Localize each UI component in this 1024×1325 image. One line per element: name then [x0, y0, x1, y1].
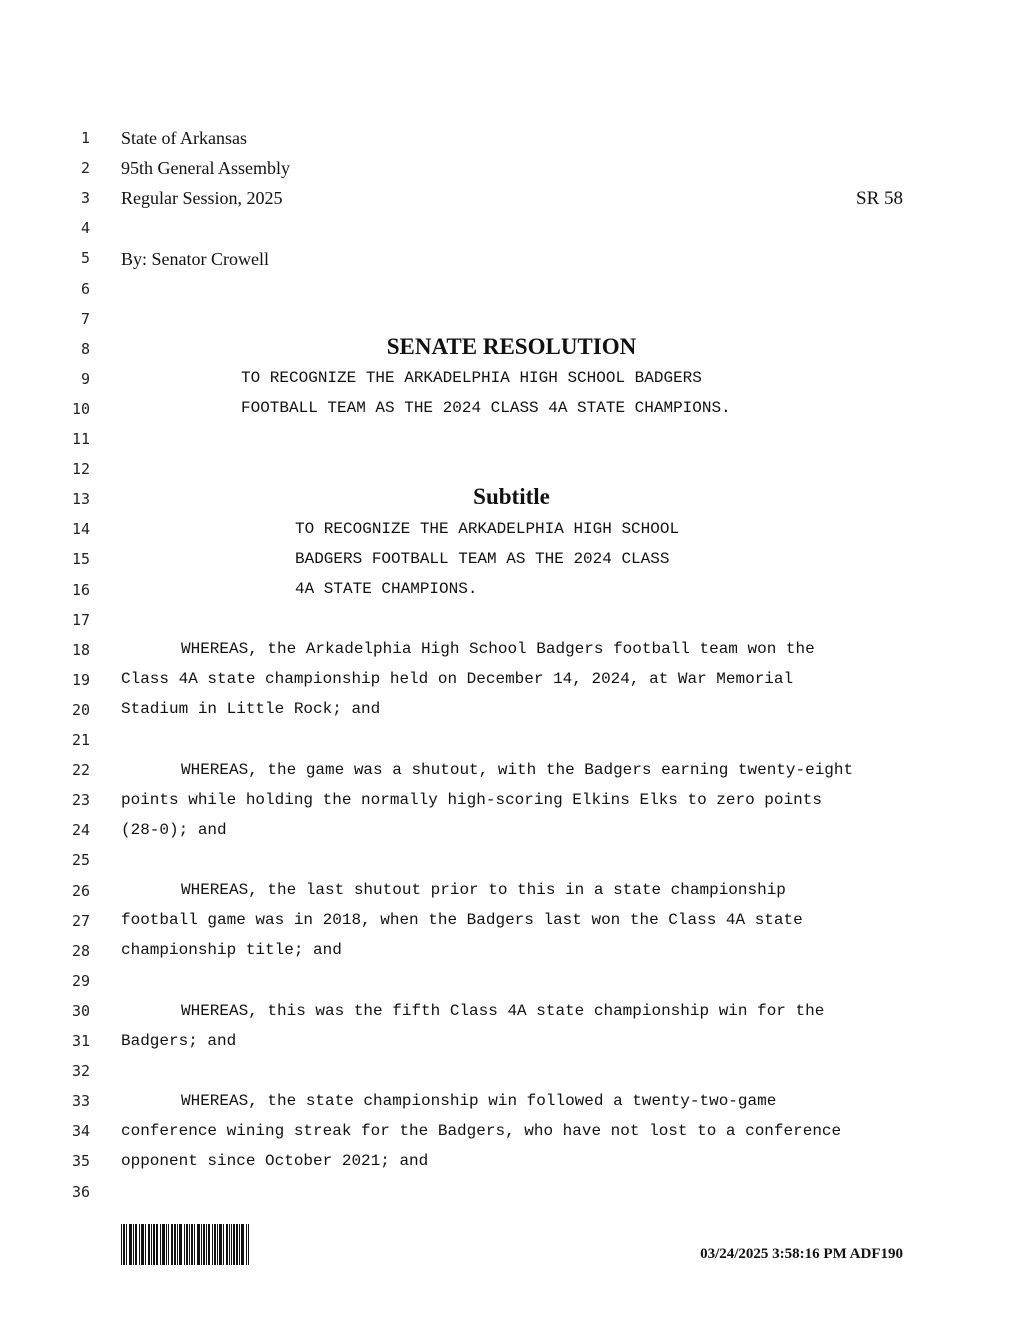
line-13	[0, 484, 1024, 514]
line-number-row	[0, 213, 1024, 243]
line-5	[0, 244, 1024, 274]
line-number: 8	[80, 339, 90, 358]
line-number: 5	[80, 249, 90, 268]
line-number: 24	[71, 821, 90, 840]
line-number: 28	[71, 941, 90, 960]
line-9	[0, 364, 1024, 394]
line-number: 32	[71, 1062, 90, 1081]
para-5-line-3: opponent since October 2021; and	[121, 1152, 429, 1170]
line-number: 22	[71, 761, 90, 780]
line-number: 2	[80, 159, 90, 178]
subtitle-line-3: 4A STATE CHAMPIONS.	[295, 580, 478, 598]
line-number: 7	[80, 309, 90, 328]
resolution-heading: SENATE RESOLUTION	[386, 334, 637, 359]
line-10	[0, 394, 1024, 424]
line-number-row	[0, 725, 1024, 755]
barcode-image	[121, 1224, 249, 1265]
subtitle-line-2: BADGERS FOOTBALL TEAM AS THE 2024 CLASS	[295, 550, 670, 568]
line-24	[0, 816, 1024, 846]
assembly-name: 95th General Assembly	[121, 158, 290, 178]
line-number: 10	[71, 399, 90, 418]
para-1-line-2: Class 4A state championship held on December 14, 2024, at War Memorial	[121, 670, 794, 688]
line-number: 3	[80, 189, 90, 208]
subtitle-heading: Subtitle	[473, 484, 550, 509]
line-number: 1	[80, 129, 90, 147]
line-16	[0, 575, 1024, 605]
line-number-row	[0, 424, 1024, 454]
line-number: 11	[71, 430, 90, 448]
resolution-title-line-2: FOOTBALL TEAM AS THE 2024 CLASS 4A STATE CHAMPIONS.	[241, 399, 731, 417]
line-number: 19	[71, 670, 90, 689]
line-8	[0, 334, 1024, 364]
state-name: State of Arkansas	[121, 128, 247, 148]
line-31	[0, 1027, 1024, 1057]
line-3	[0, 183, 1024, 213]
para-5-line-2: conference wining streak for the Badgers, who have not lost to a conference	[121, 1122, 842, 1140]
line-number: 20	[71, 700, 90, 719]
line-number: 9	[80, 369, 90, 388]
para-5-line-1: WHEREAS, the state championship win followed a twenty-two-game	[181, 1092, 777, 1110]
line-35	[0, 1147, 1024, 1177]
line-19	[0, 665, 1024, 695]
line-number: 16	[71, 580, 90, 599]
para-3-line-2: football game was in 2018, when the Badgers last won the Class 4A state	[121, 911, 803, 929]
session-name: Regular Session, 2025	[121, 188, 283, 208]
sponsor: By: Senator Crowell	[121, 249, 269, 269]
para-2-line-1: WHEREAS, the game was a shutout, with the Badgers earning twenty-eight	[181, 761, 854, 779]
para-2-line-2: points while holding the normally high-scoring Elkins Elks to zero points	[121, 791, 822, 809]
line-number: 15	[71, 550, 90, 569]
line-number: 23	[71, 791, 90, 810]
para-2-line-3: (28-0); and	[121, 821, 227, 839]
line-number: 31	[71, 1032, 90, 1050]
line-number: 6	[80, 279, 90, 298]
para-3-line-3: championship title; and	[121, 941, 342, 959]
line-15	[0, 545, 1024, 575]
line-number: 30	[71, 1001, 90, 1020]
line-number-row	[0, 1056, 1024, 1086]
line-number: 13	[71, 490, 90, 509]
line-number: 36	[71, 1182, 90, 1201]
line-26	[0, 876, 1024, 906]
line-22	[0, 756, 1024, 786]
para-4-line-2: Badgers; and	[121, 1032, 237, 1050]
bill-number: SR 58	[856, 188, 903, 209]
line-14	[0, 515, 1024, 545]
line-number-row	[0, 454, 1024, 484]
line-number: 26	[71, 881, 90, 900]
line-number: 25	[71, 851, 90, 870]
line-number: 34	[71, 1122, 90, 1141]
document-timestamp: 03/24/2025 3:58:16 PM ADF190	[700, 1246, 903, 1262]
para-4-line-1: WHEREAS, this was the fifth Class 4A state championship win for the	[181, 1002, 825, 1020]
line-number: 29	[71, 971, 90, 990]
line-27	[0, 906, 1024, 936]
line-number: 35	[71, 1152, 90, 1171]
line-number-row	[0, 845, 1024, 875]
line-34	[0, 1117, 1024, 1147]
line-number: 4	[80, 219, 90, 238]
line-number: 17	[71, 610, 90, 629]
line-30	[0, 997, 1024, 1027]
line-number-row	[0, 1177, 1024, 1207]
line-number-row	[0, 304, 1024, 334]
line-number: 14	[71, 520, 90, 539]
line-number-row	[0, 274, 1024, 304]
subtitle-line-1: TO RECOGNIZE THE ARKADELPHIA HIGH SCHOOL	[295, 520, 680, 538]
para-1-line-1: WHEREAS, the Arkadelphia High School Badgers football team won the	[181, 640, 815, 658]
line-23	[0, 786, 1024, 816]
para-3-line-1: WHEREAS, the last shutout prior to this in a state championship	[181, 881, 786, 899]
line-number: 21	[71, 731, 90, 749]
line-number: 18	[71, 640, 90, 659]
para-1-line-3: Stadium in Little Rock; and	[121, 700, 381, 718]
line-number-row	[0, 605, 1024, 635]
line-number: 33	[71, 1092, 90, 1111]
line-number: 27	[71, 911, 90, 930]
line-1	[0, 123, 1024, 153]
line-33	[0, 1087, 1024, 1117]
line-20	[0, 695, 1024, 725]
line-number: 12	[71, 460, 90, 479]
line-28	[0, 936, 1024, 966]
line-2	[0, 153, 1024, 183]
line-18	[0, 635, 1024, 665]
resolution-title-line-1: TO RECOGNIZE THE ARKADELPHIA HIGH SCHOOL BADGERS	[241, 369, 702, 387]
line-number-row	[0, 966, 1024, 996]
